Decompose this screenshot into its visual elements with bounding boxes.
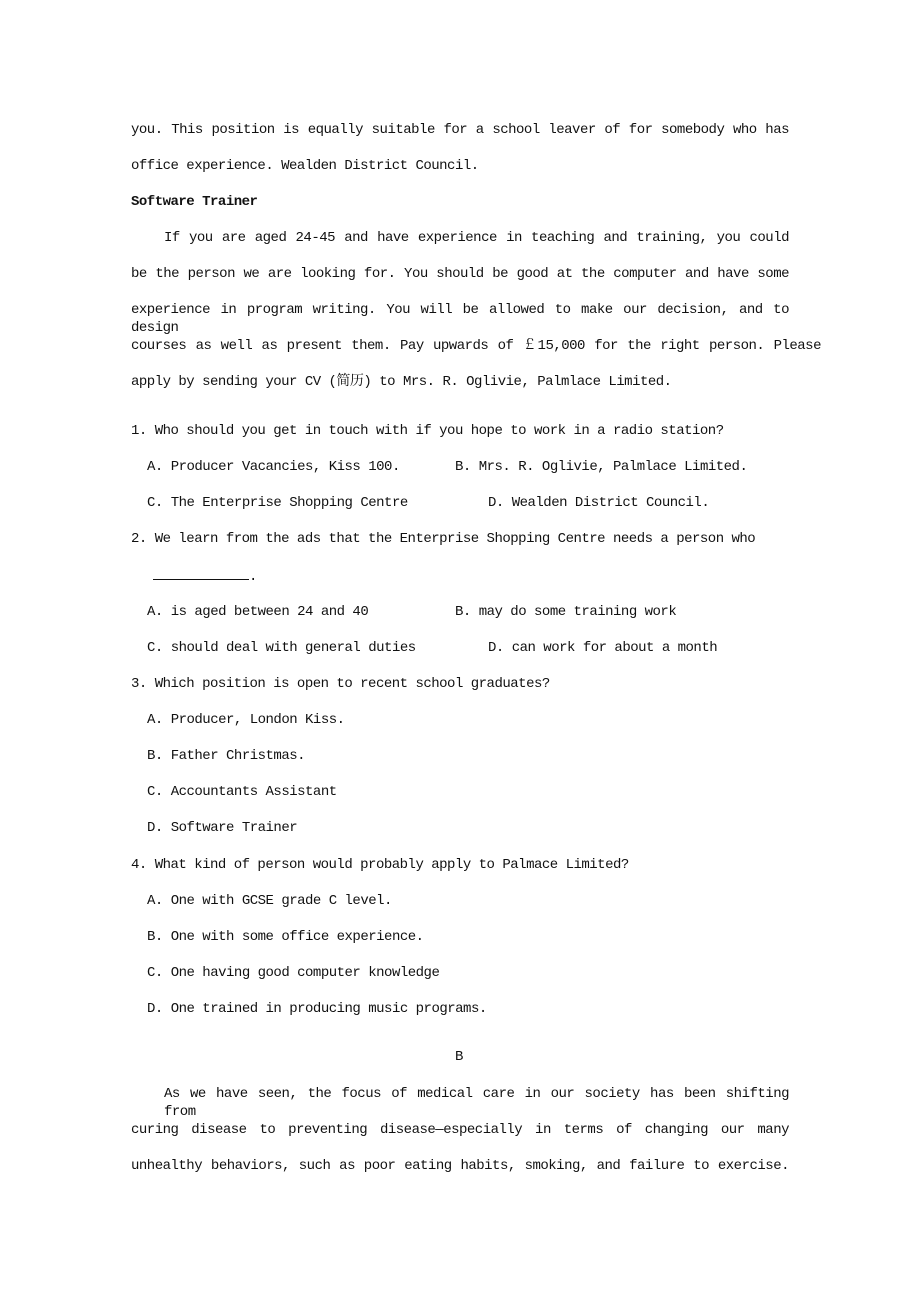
text-line: be the person we are looking for. You should be good at the computer and have some — [131, 266, 789, 282]
option: C. The Enterprise Shopping Centre — [147, 495, 408, 511]
text-line: If you are aged 24-45 and have experience in teaching and training, you could — [164, 230, 789, 246]
option: D. Software Trainer — [147, 820, 298, 836]
text-line: apply by sending your CV (简历) to Mrs. R. Oglivie, Palmlace Limited. — [131, 374, 672, 390]
option: C. One having good computer knowledge — [147, 965, 440, 981]
text-line: office experience. Wealden District Council. — [131, 158, 479, 174]
text-line: courses as well as present them. Pay upwards of ￡15,000 for the right person. Please — [131, 338, 821, 354]
option: B. Mrs. R. Oglivie, Palmlace Limited. — [455, 459, 748, 475]
option: D. Wealden District Council. — [488, 495, 710, 511]
option: A. is aged between 24 and 40 — [147, 604, 369, 620]
option: B. may do some training work — [455, 604, 677, 620]
text-line: you. This position is equally suitable for a school leaver of for somebody who has — [131, 122, 789, 138]
option: A. One with GCSE grade C level. — [147, 893, 392, 909]
question-stem: 2. We learn from the ads that the Enterprise Shopping Centre needs a person who — [131, 531, 756, 547]
option: C. Accountants Assistant — [147, 784, 337, 800]
section-heading: Software Trainer — [131, 194, 258, 210]
option: B. Father Christmas. — [147, 748, 306, 764]
option: A. Producer Vacancies, Kiss 100. — [147, 459, 400, 475]
option: D. One trained in producing music programs. — [147, 1001, 487, 1017]
section-heading: B — [455, 1049, 463, 1065]
blank-period: . — [249, 569, 257, 585]
option: A. Producer, London Kiss. — [147, 712, 345, 728]
question-stem: 3. Which position is open to recent school graduates? — [131, 676, 550, 692]
text-line: experience in program writing. You will be allowed to make our decision, and to design — [131, 302, 789, 336]
answer-blank — [153, 567, 257, 585]
question-stem: 1. Who should you get in touch with if you hope to work in a radio station? — [131, 423, 724, 439]
text-line: curing disease to preventing disease—especially in terms of changing our many — [131, 1122, 789, 1138]
option: D. can work for about a month — [488, 640, 718, 656]
option: C. should deal with general duties — [147, 640, 416, 656]
option: B. One with some office experience. — [147, 929, 424, 945]
text-line: As we have seen, the focus of medical care in our society has been shifting from — [164, 1086, 789, 1120]
text-line: unhealthy behaviors, such as poor eating habits, smoking, and failure to exercise. — [131, 1158, 789, 1174]
question-stem: 4. What kind of person would probably apply to Palmace Limited? — [131, 857, 629, 873]
